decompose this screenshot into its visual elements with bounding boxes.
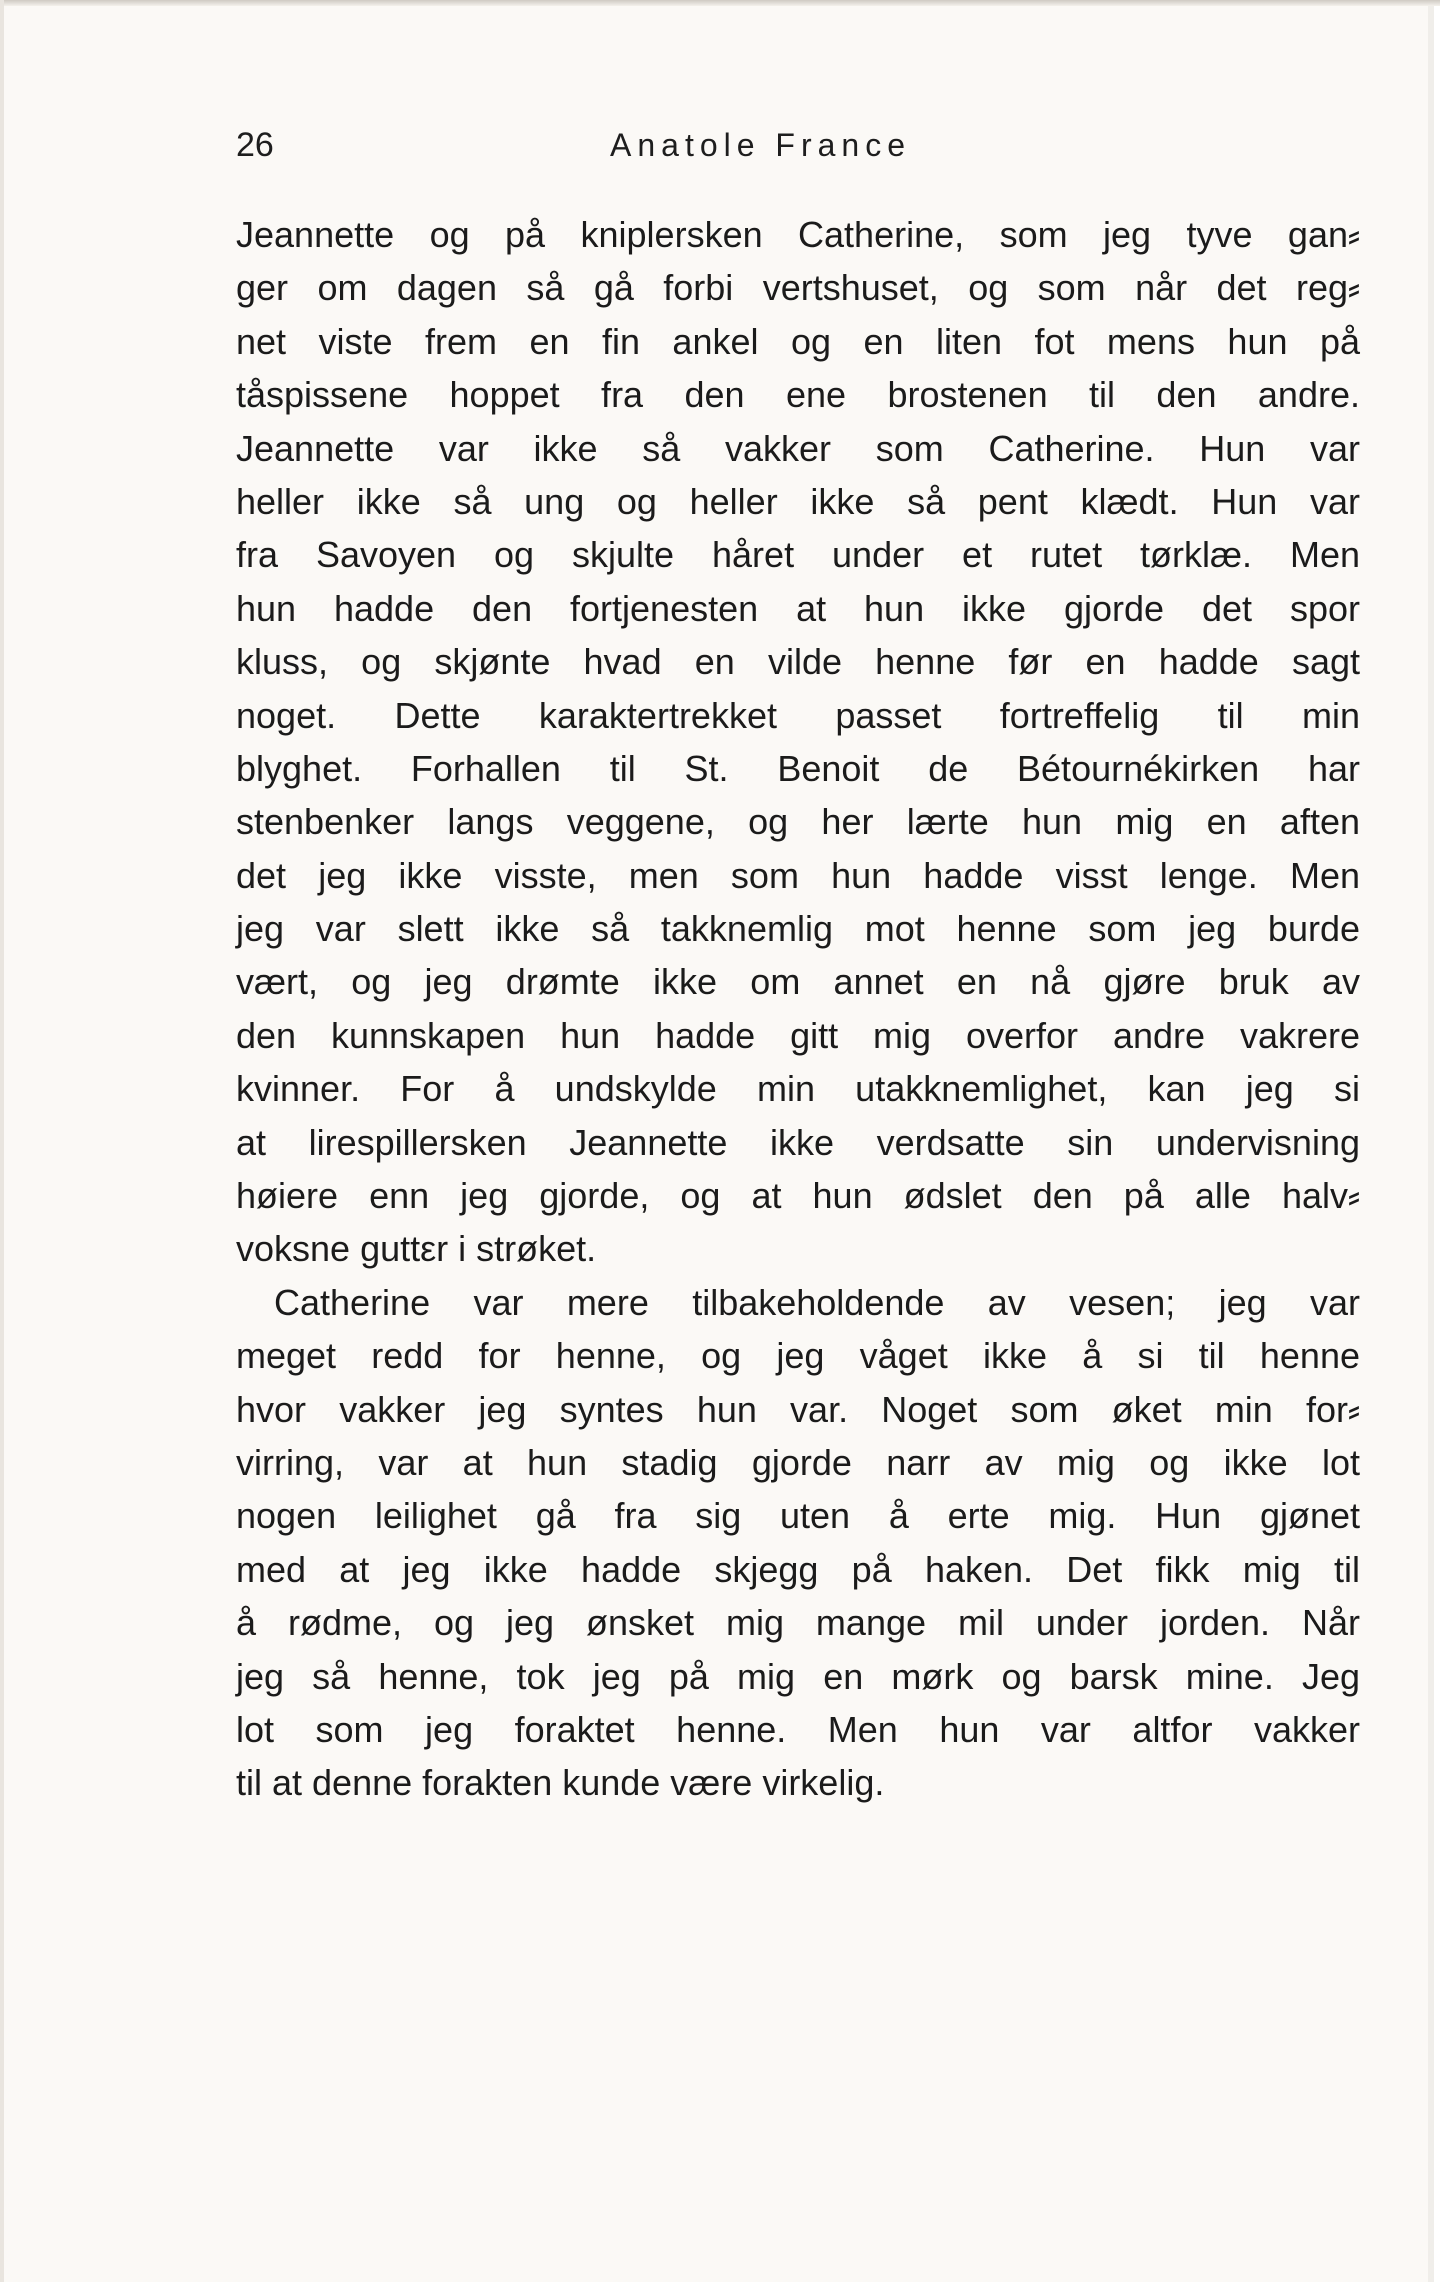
page-header [236, 122, 1356, 182]
text-line: den kunnskapen hun hadde gitt mig overfor andre vakrere [236, 1014, 1360, 1056]
text-line: net viste frem en fin ankel og en liten fot mens hun på [236, 320, 1360, 362]
text-line: voksne guttεr i strøket. [236, 1228, 597, 1270]
text-line: Catherine var mere tilbakeholdende av vesen; jeg var [274, 1281, 1360, 1323]
running-title: Anatole France [610, 127, 912, 163]
text-line: nogen leilighet gå fra sig uten å erte mig. Hun gjønet [236, 1495, 1360, 1537]
text-line: tåspissene hoppet fra den ene brostenen til den andre. [236, 374, 1360, 416]
text-line: stenbenker langs veggene, og her lærte hun mig en aften [236, 801, 1360, 843]
body-text [236, 208, 1360, 1810]
text-line: lot som jeg foraktet henne. Men hun var altfor vakker [236, 1708, 1360, 1750]
text-line: å rødme, og jeg ønsket mig mange mil under jorden. Når [236, 1602, 1360, 1644]
text-line: fra Savoyen og skjulte håret under et rutet tørklæ. Men [236, 534, 1360, 576]
page-number: 26 [236, 126, 274, 164]
page-left-edge [0, 0, 4, 2282]
text-line: blyghet. Forhallen til St. Benoit de Bétournékirken har [236, 747, 1360, 789]
text-line: meget redd for henne, og jeg våget ikke å si til henne [236, 1335, 1360, 1377]
text-line: hvor vakker jeg syntes hun var. Noget som øket min for⸗ [236, 1388, 1360, 1430]
text-line: jeg var slett ikke så takknemlig mot henne som jeg burde [236, 908, 1360, 950]
text-line: noget. Dette karaktertrekket passet fortreffelig til min [236, 694, 1360, 736]
text-line: at lirespillersken Jeannette ikke verdsatte sin undervisning [236, 1121, 1360, 1163]
text-line: kluss, og skjønte hvad en vilde henne før en hadde sagt [236, 641, 1360, 683]
text-line: det jeg ikke visste, men som hun hadde visst lenge. Men [236, 854, 1360, 896]
text-line: vært, og jeg drømte ikke om annet en nå gjøre bruk av [236, 961, 1360, 1003]
page-top-edge [0, 0, 1440, 6]
paragraph [236, 1276, 1360, 1810]
text-line: ger om dagen så gå forbi vertshuset, og som når det reg⸗ [236, 267, 1360, 309]
text-line: Jeannette og på kniplersken Catherine, som jeg tyve gan⸗ [236, 214, 1360, 255]
text-line: jeg så henne, tok jeg på mig en mørk og barsk mine. Jeg [236, 1655, 1360, 1697]
text-line: heller ikke så ung og heller ikke så pent klædt. Hun var [236, 480, 1360, 522]
text-line: med at jeg ikke hadde skjegg på haken. Det fikk mig til [236, 1548, 1360, 1590]
text-line: Jeannette var ikke så vakker som Catherine. Hun var [236, 427, 1360, 469]
text-line: til at denne forakten kunde være virkelig. [236, 1762, 885, 1804]
text-line: virring, var at hun stadig gjorde narr av mig og ikke lot [236, 1441, 1360, 1483]
text-line: kvinner. For å undskylde min utakknemlighet, kan jeg si [236, 1068, 1360, 1110]
text-line: høiere enn jeg gjorde, og at hun ødslet den på alle halv⸗ [236, 1175, 1360, 1217]
paragraph [236, 208, 1360, 1276]
text-line: hun hadde den fortjenesten at hun ikke gjorde det spor [236, 587, 1360, 629]
